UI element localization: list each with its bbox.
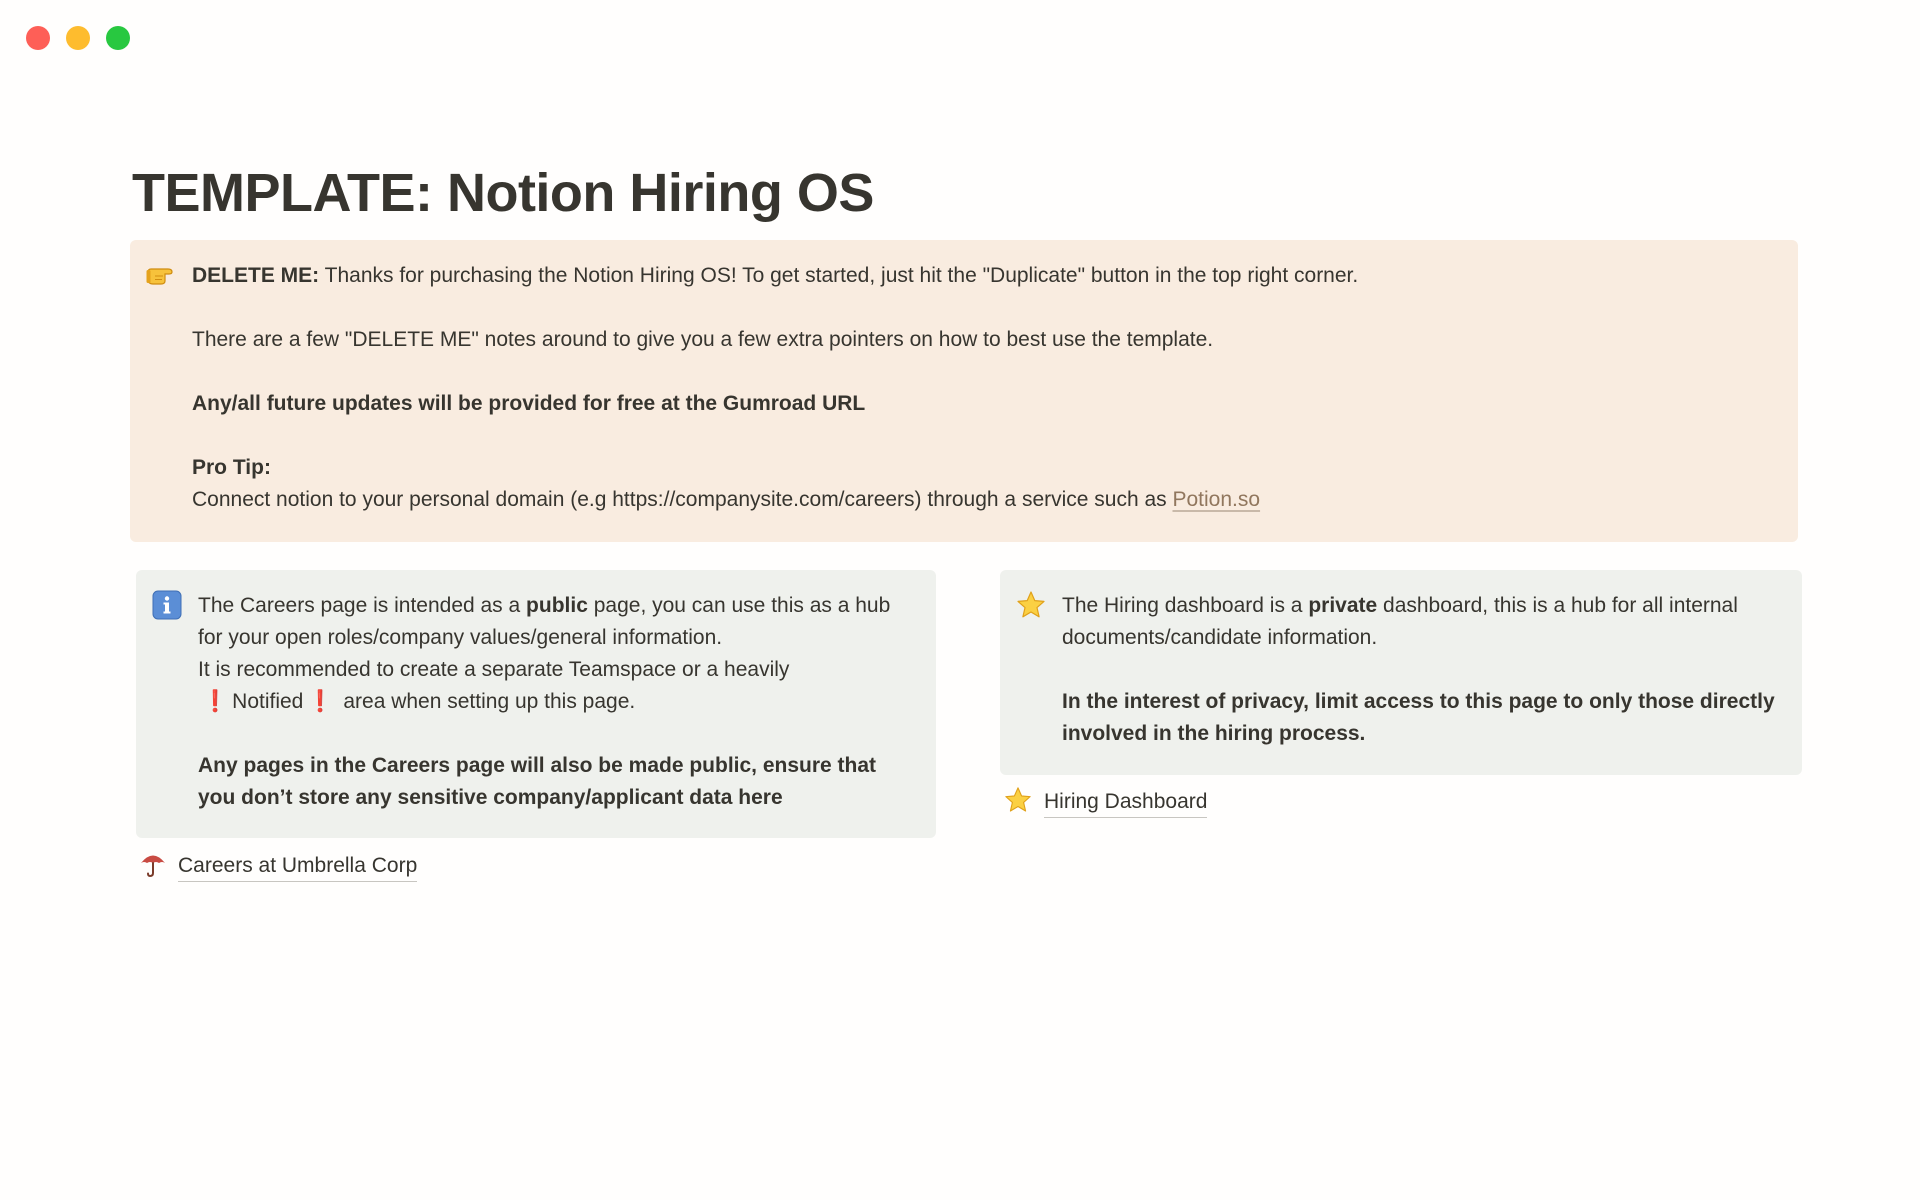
hiring-privacy-note: In the interest of privacy, limit access to this page to only those directly involved in the hiring process. — [1062, 690, 1775, 745]
page-title[interactable]: TEMPLATE: Notion Hiring OS — [132, 163, 874, 223]
close-window-button[interactable] — [26, 26, 50, 50]
careers-intro-post: page, you can use this as a hub for your open roles/company values/general information. — [198, 594, 891, 649]
star-icon — [1004, 786, 1032, 820]
careers-recommendation: It is recommended to create a separate Teamspace or a heavily — [198, 658, 790, 681]
intro-paragraph — [192, 260, 1774, 292]
potion-link[interactable]: Potion.so — [1172, 488, 1261, 511]
delete-me-callout-body — [192, 260, 1774, 516]
delete-me-label: DELETE ME: — [192, 264, 320, 287]
careers-public-warning: Any pages in the Careers page will also be made public, ensure that you don’t store any sensitive company/applicant data here — [198, 754, 877, 809]
careers-page-link-label[interactable]: Careers at Umbrella Corp — [178, 852, 417, 882]
careers-intro — [198, 590, 914, 654]
careers-intro-pre: The Careers page is intended as a — [198, 594, 527, 617]
pro-tip-label: Pro Tip: — [192, 456, 271, 479]
maximize-window-button[interactable] — [106, 26, 130, 50]
info-icon — [150, 590, 184, 620]
pointing-hand-icon — [144, 260, 178, 290]
updates-paragraph: Any/all future updates will be provided for free at the Gumroad URL — [192, 392, 866, 415]
pro-tip-paragraph — [192, 484, 1774, 516]
hiring-info-body — [1062, 590, 1780, 750]
window-controls — [26, 26, 130, 50]
hiring-dashboard-link-label[interactable]: Hiring Dashboard — [1044, 788, 1207, 818]
notes-paragraph: There are a few "DELETE ME" notes around to give you a few extra pointers on how to best use the template. — [192, 328, 1214, 351]
public-keyword: public — [526, 594, 588, 617]
notified-word: Notified — [232, 690, 304, 713]
delete-me-callout[interactable] — [130, 240, 1798, 542]
careers-notified-line — [198, 686, 914, 718]
minimize-window-button[interactable] — [66, 26, 90, 50]
careers-info-body — [198, 590, 914, 814]
hiring-intro-pre: The Hiring dashboard is a — [1062, 594, 1309, 617]
umbrella-icon — [140, 850, 166, 884]
hiring-dashboard-link[interactable] — [1004, 786, 1207, 820]
hiring-intro — [1062, 590, 1780, 654]
exclamation-icon: ❗ — [202, 690, 229, 713]
star-icon — [1014, 590, 1048, 620]
pro-tip-text: Connect notion to your personal domain (e.g https://companysite.com/careers) through a service such as — [192, 488, 1173, 511]
careers-info-callout[interactable] — [136, 570, 936, 838]
hiring-info-callout[interactable] — [1000, 570, 1802, 775]
exclamation-icon: ❗ — [307, 690, 334, 713]
careers-page-link[interactable] — [140, 850, 417, 884]
private-keyword: private — [1308, 594, 1378, 617]
intro-text: Thanks for purchasing the Notion Hiring OS! To get started, just hit the "Duplicate" button in the top right corner. — [319, 264, 1359, 287]
notified-post: area when setting up this page. — [337, 690, 636, 713]
hiring-intro-post: dashboard, this is a hub for all internal documents/candidate information. — [1062, 594, 1738, 649]
